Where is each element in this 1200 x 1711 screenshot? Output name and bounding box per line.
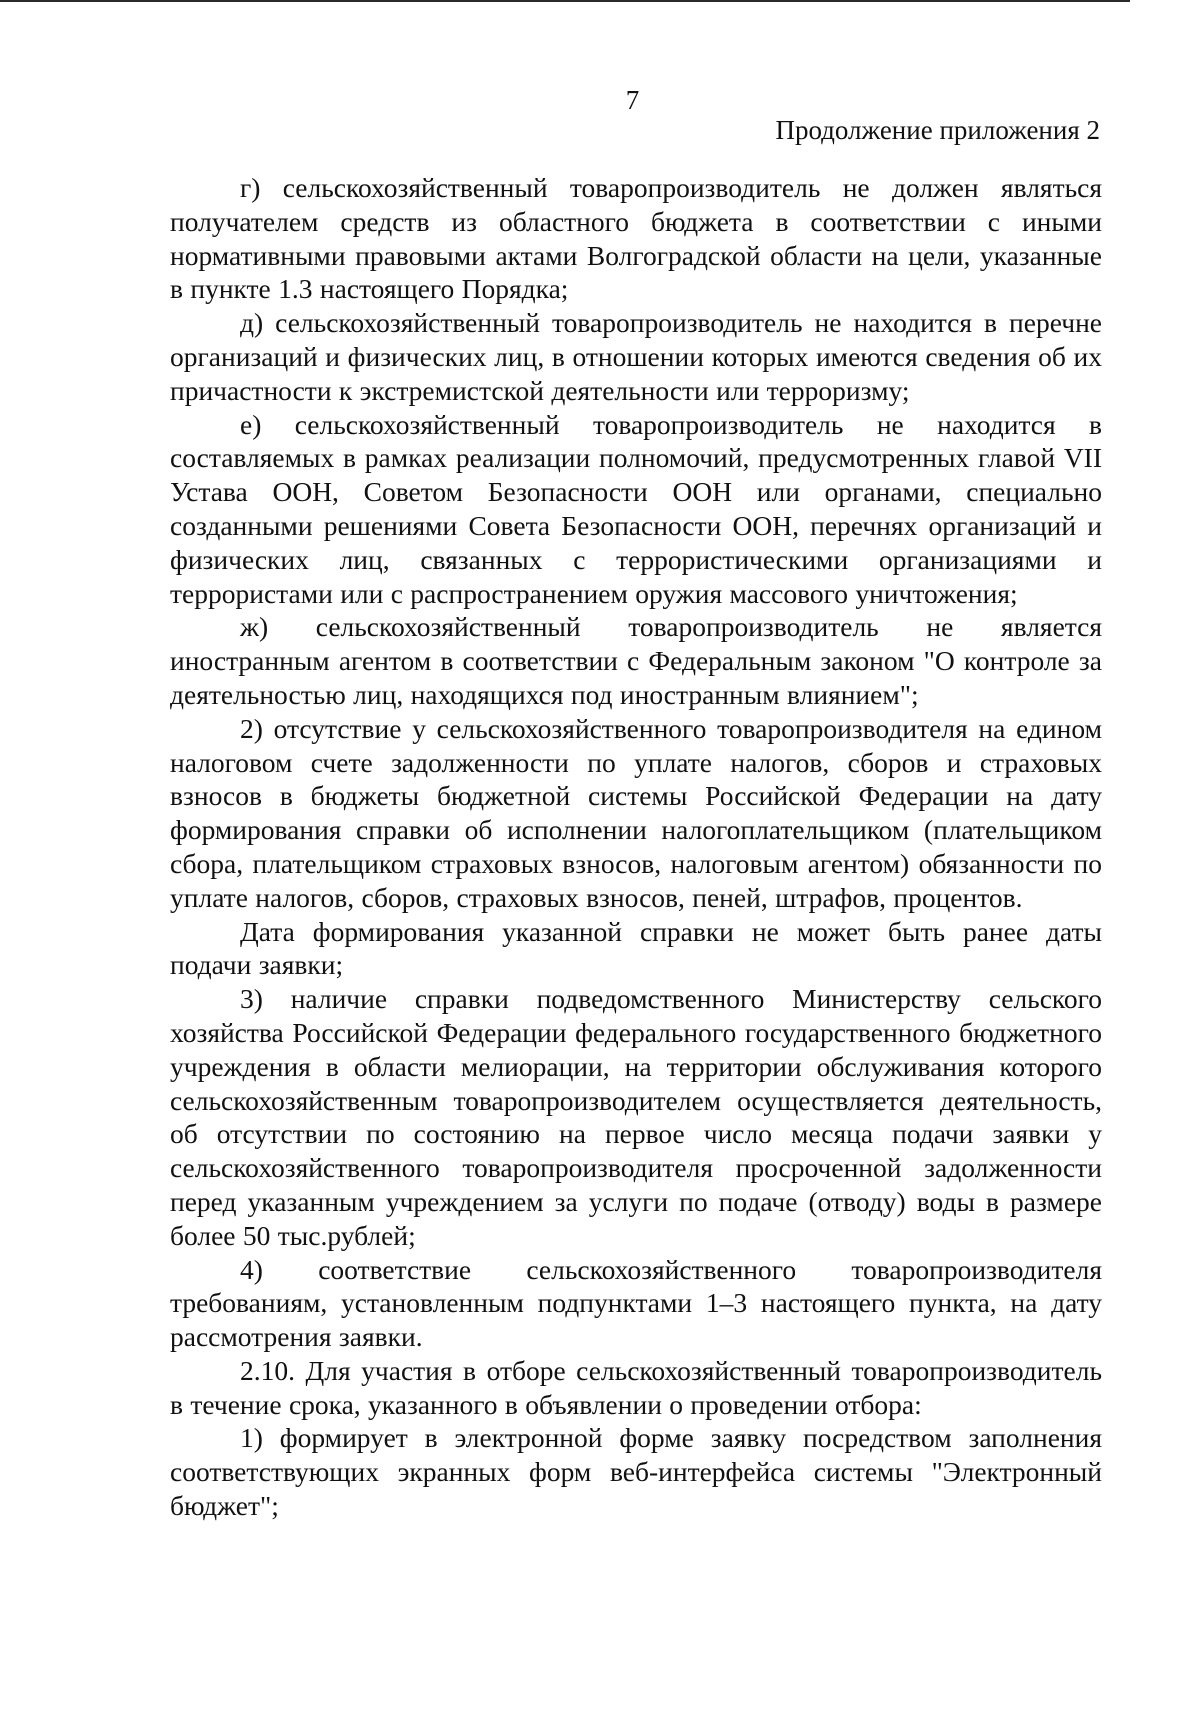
paragraph-e: е) сельскохозяйственный товаропроизводитель не находится в составляемых в рамках реализации полномочий, предусмотренных главой VII Устава ООН, Советом Безопасности ООН или органами, специально созданными решениями Совета Безопасности ООН, перечнях организаций и физических лиц, связанных с террористическими организациями и террористами или с распространением оружия массового уничтожения;: [170, 408, 1102, 609]
page-number: 7: [625, 85, 640, 115]
scan-top-edge-line: [0, 0, 1130, 2]
paragraph-item-2: 2) отсутствие у сельскохозяйственного товаропроизводителя на едином налоговом счете задолженности по уплате налогов, сборов и страховых взносов в бюджеты бюджетной системы Российской Федерации на дату формирования справки об исполнении налогоплательщиком (плательщиком сбора, плательщиком страховых взносов, налоговым агентом) обязанности по уплате налогов, сборов, страховых взносов, пеней, штрафов, процентов.: [170, 712, 1102, 913]
paragraph-item-3: 3) наличие справки подведомственного Министерству сельского хозяйства Российской Федерации федерального государственного бюджетного учреждения в области мелиорации, на территории обслуживания которого сельскохозяйственным товаропроизводителем осуществляется деятельность, об отсутствии по состоянию на первое число месяца подачи заявки у сельскохозяйственного товаропроизводителя просроченной задолженности перед указанным учреждением за услуги по подаче (отводу) воды в размере более 50 тыс.рублей;: [170, 983, 1102, 1251]
paragraph-2-10-item-1: 1) формирует в электронной форме заявку посредством заполнения соответствующих экранных форм веб-интерфейса системы "Электронный бюджет";: [170, 1422, 1102, 1522]
paragraph-g: г) сельскохозяйственный товаропроизводитель не должен являться получателем средств из областного бюджета в соответствии с иными нормативными правовыми актами Волгоградской области на цели, указанные в пункте 1.3 настоящего Порядка;: [170, 172, 1102, 305]
appendix-continuation-note: Продолжение приложения 2: [775, 115, 1100, 145]
document-body: [170, 171, 1102, 1523]
paragraph-2-10: 2.10. Для участия в отборе сельскохозяйственный товаропроизводитель в течение срока, указанного в объявлении о проведении отбора:: [170, 1354, 1102, 1420]
paragraph-zh: ж) сельскохозяйственный товаропроизводитель не является иностранным агентом в соответствии с Федеральным законом "О контроле за деятельностью лиц, находящихся под иностранным влиянием";: [170, 611, 1102, 710]
paragraph-d: д) сельскохозяйственный товаропроизводитель не находится в перечне организаций и физических лиц, в отношении которых имеются сведения об их причастности к экстремистской деятельности или терроризму;: [170, 307, 1102, 406]
paragraph-reference-date: Дата формирования указанной справки не может быть ранее даты подачи заявки;: [170, 915, 1102, 981]
paragraph-item-4: 4) соответствие сельскохозяйственного товаропроизводителя требованиям, установленным подпунктами 1–3 настоящего пункта, на дату рассмотрения заявки.: [170, 1253, 1102, 1353]
